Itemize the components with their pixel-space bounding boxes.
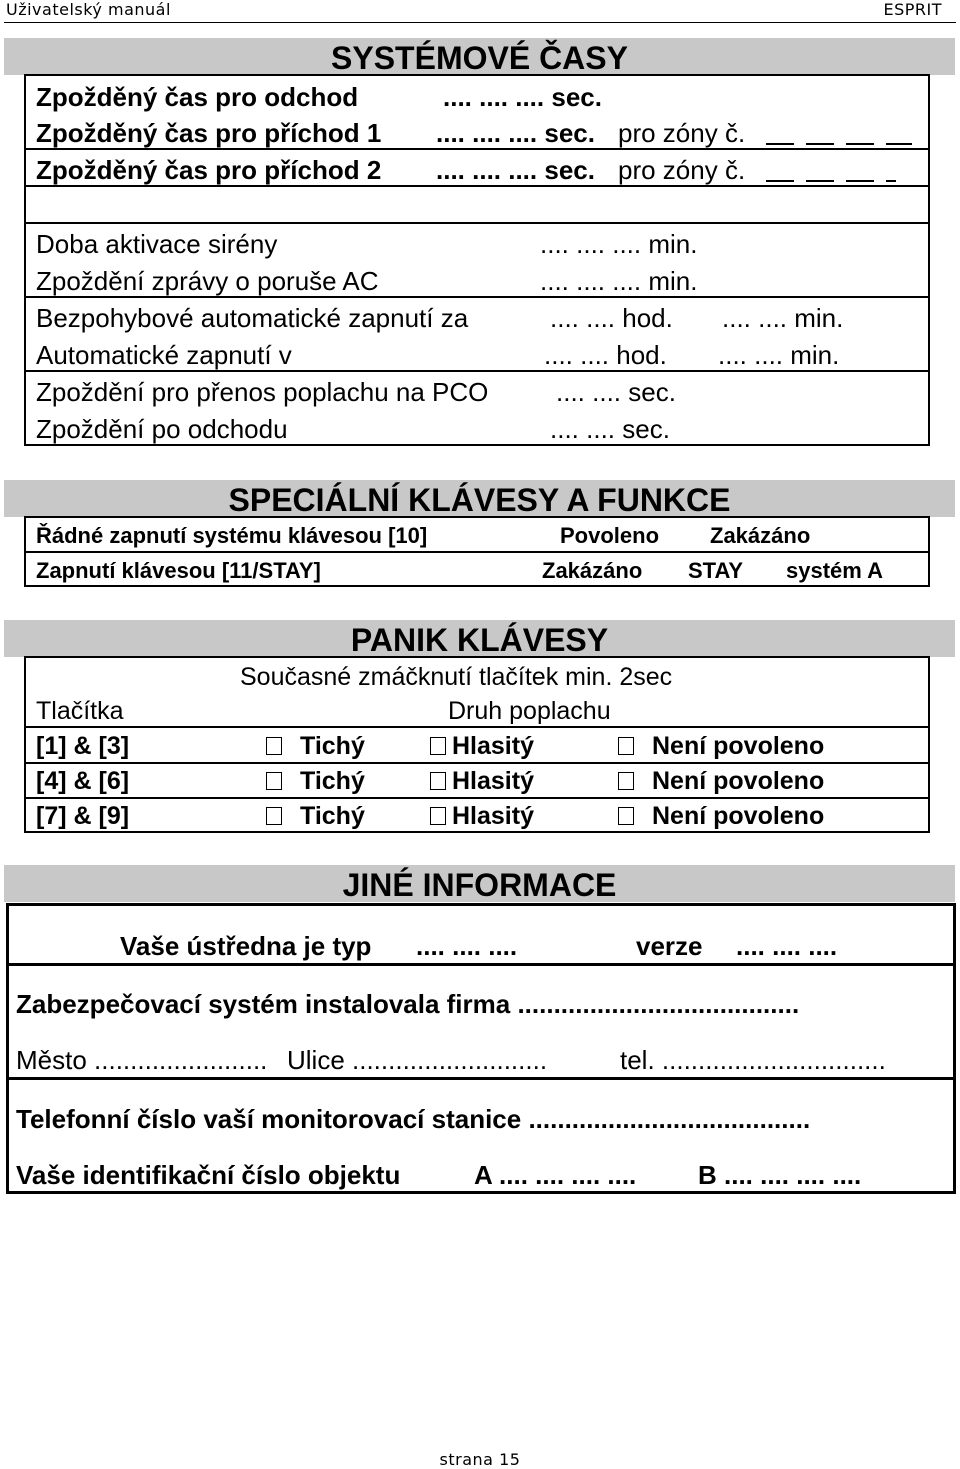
option-tichy[interactable] xyxy=(266,801,365,831)
section-title-jine: JINÉ INFORMACE xyxy=(4,865,955,902)
section-title-panik: PANIK KLÁVESY xyxy=(4,620,955,657)
prichod2-zone-label: pro zóny č. xyxy=(618,155,746,185)
checkbox-icon[interactable] xyxy=(430,772,446,790)
panik-keys: [7] & [9] xyxy=(36,802,130,830)
option-label: Není povoleno xyxy=(652,767,825,795)
prichod1-label: Zpožděný čas pro příchod 1 xyxy=(36,118,382,148)
row-divider xyxy=(24,726,930,728)
row-label: Doba aktivace sirény xyxy=(36,229,278,259)
option-label: Hlasitý xyxy=(452,802,534,830)
row-divider xyxy=(24,762,930,764)
option-hlasity[interactable] xyxy=(430,801,534,831)
row-divider xyxy=(24,370,930,372)
typ-value[interactable]: .... .... .... xyxy=(416,931,518,961)
telefon-field[interactable]: Telefonní číslo vaší monitorovací stanice ....................................... xyxy=(16,1104,811,1134)
mesto-field[interactable]: Město ........................ xyxy=(16,1045,268,1075)
header-divider xyxy=(4,22,956,23)
option-label: Není povoleno xyxy=(652,802,825,830)
ulice-field[interactable]: Ulice ........................... xyxy=(287,1045,548,1075)
verze-value[interactable]: .... .... .... xyxy=(736,931,838,961)
option-hlasity[interactable] xyxy=(430,766,534,796)
row-divider xyxy=(24,185,930,187)
row-value: .... .... sec. xyxy=(550,414,670,444)
row-divider xyxy=(6,1077,956,1080)
id-label: Vaše identifikační číslo objektu xyxy=(16,1160,401,1190)
typ-label: Vaše ústředna je typ xyxy=(120,931,372,961)
section-title-specialni: SPECIÁLNÍ KLÁVESY A FUNKCE xyxy=(4,480,955,517)
option-tichy[interactable] xyxy=(266,731,365,761)
tel-field[interactable]: tel. ............................... xyxy=(620,1045,886,1075)
column-header-tlacitka: Tlačítka xyxy=(36,697,124,725)
row-label: Zpoždění zprávy o poruše AC xyxy=(36,266,379,296)
prichod2-label: Zpožděný čas pro příchod 2 xyxy=(36,155,382,185)
option-zakazano[interactable]: Zakázáno xyxy=(710,523,811,548)
firma-field[interactable]: Zabezpečovací systém instalovala firma ....................................... xyxy=(16,989,800,1019)
row-label: Zpoždění po odchodu xyxy=(36,414,288,444)
zone-number-blanks xyxy=(766,143,912,145)
row-value-2: .... .... min. xyxy=(722,303,844,333)
row-value: .... .... sec. xyxy=(556,377,676,407)
option-label: Hlasitý xyxy=(452,767,534,795)
option-neni-povoleno[interactable] xyxy=(618,801,824,831)
option-hlasity[interactable] xyxy=(430,731,534,761)
manual-title: Uživatelský manuál xyxy=(6,0,171,19)
checkbox-icon[interactable] xyxy=(618,807,634,825)
zone-number-blanks xyxy=(766,180,896,182)
id-a-field[interactable]: A .... .... .... .... xyxy=(474,1160,637,1190)
product-name: ESPRIT xyxy=(883,0,942,19)
checkbox-icon[interactable] xyxy=(618,737,634,755)
checkbox-icon[interactable] xyxy=(618,772,634,790)
row-divider xyxy=(6,963,956,966)
option-label: Tichý xyxy=(300,802,365,830)
zapnuti-10-label: Řádné zapnutí systému klávesou [10] xyxy=(36,523,428,548)
odchod-label: Zpožděný čas pro odchod xyxy=(36,82,359,112)
checkbox-icon[interactable] xyxy=(430,737,446,755)
option-zakazano[interactable]: Zakázáno xyxy=(542,558,643,583)
prichod2-value: .... .... .... sec. xyxy=(436,155,595,185)
checkbox-icon[interactable] xyxy=(266,737,282,755)
panik-keys: [4] & [6] xyxy=(36,767,130,795)
checkbox-icon[interactable] xyxy=(266,807,282,825)
option-label: Není povoleno xyxy=(652,732,825,760)
option-neni-povoleno[interactable] xyxy=(618,731,824,761)
option-label: Hlasitý xyxy=(452,732,534,760)
option-label: Tichý xyxy=(300,767,365,795)
odchod-value: .... .... .... sec. xyxy=(443,82,602,112)
option-system-a[interactable]: systém A xyxy=(786,558,884,583)
row-divider xyxy=(24,296,930,298)
prichod1-zone-label: pro zóny č. xyxy=(618,118,746,148)
id-b-field[interactable]: B .... .... .... .... xyxy=(698,1160,862,1190)
checkbox-icon[interactable] xyxy=(430,807,446,825)
row-divider xyxy=(24,148,930,150)
verze-label: verze xyxy=(636,931,703,961)
panik-subtitle: Současné zmáčknutí tlačítek min. 2sec xyxy=(240,663,673,691)
row-divider xyxy=(24,797,930,799)
row-label: Bezpohybové automatické zapnutí za xyxy=(36,303,469,333)
row-label: Automatické zapnutí v xyxy=(36,340,292,370)
option-label: Tichý xyxy=(300,732,365,760)
zapnuti-11-label: Zapnutí klávesou [11/STAY] xyxy=(36,558,321,583)
row-value: .... .... .... min. xyxy=(540,266,698,296)
row-label: Zpoždění pro přenos poplachu na PCO xyxy=(36,377,489,407)
column-header-druh: Druh poplachu xyxy=(448,697,611,725)
row-divider xyxy=(24,551,930,553)
option-stay[interactable]: STAY xyxy=(688,558,744,583)
option-tichy[interactable] xyxy=(266,766,365,796)
page-number: strana 15 xyxy=(439,1450,521,1469)
panik-keys: [1] & [3] xyxy=(36,732,130,760)
option-neni-povoleno[interactable] xyxy=(618,766,824,796)
row-value: .... .... hod. xyxy=(550,303,673,333)
row-divider xyxy=(24,222,930,224)
row-value: .... .... hod. xyxy=(544,340,667,370)
checkbox-icon[interactable] xyxy=(266,772,282,790)
row-value-2: .... .... min. xyxy=(718,340,840,370)
row-value: .... .... .... min. xyxy=(540,229,698,259)
option-povoleno[interactable]: Povoleno xyxy=(560,523,660,548)
prichod1-value: .... .... .... sec. xyxy=(436,118,595,148)
section-title-systemove-casy: SYSTÉMOVÉ ČASY xyxy=(4,38,955,75)
